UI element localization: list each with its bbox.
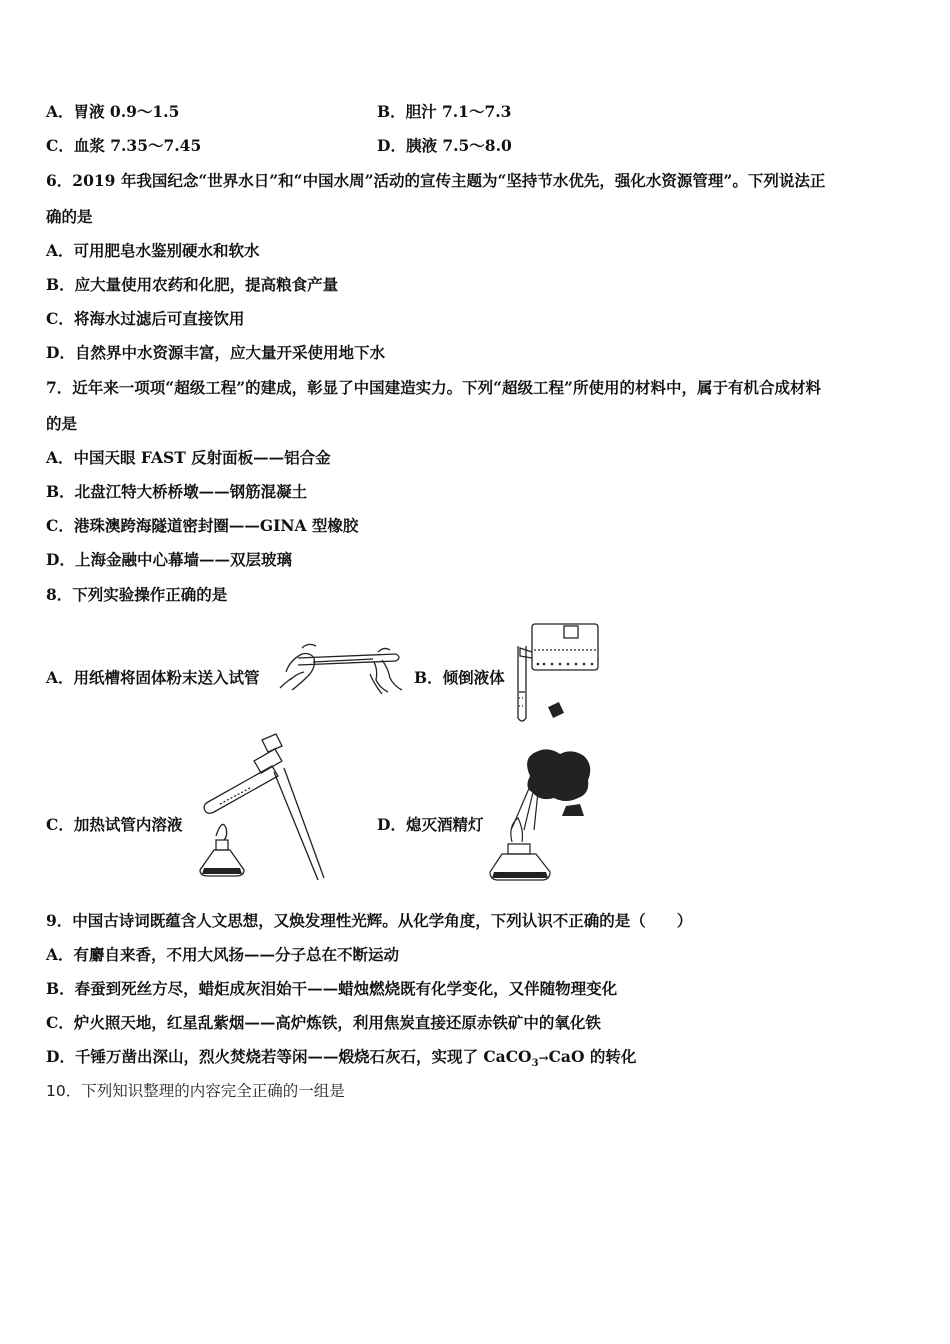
figure-pour-liquid-icon [512, 622, 604, 726]
q7-option-d: D．上海金融中心幕墙——双层玻璃 [46, 550, 292, 569]
q8-option-b: B．倾倒液体 [414, 668, 505, 687]
q6-option-b: B．应大量使用农药和化肥，提高粮食产量 [46, 275, 339, 294]
q9-option-d [46, 1047, 636, 1074]
q6-stem-line2: 确的是 [46, 207, 93, 226]
q9-option-d-suffix: CaO 的转化 [548, 1047, 637, 1066]
q9-option-a: A．有麝自来香，不用大风扬——分子总在不断运动 [46, 945, 400, 964]
q7-stem-line2: 的是 [46, 414, 78, 433]
figure-paper-trough-icon [278, 632, 408, 704]
q7-option-a: A．中国天眼 FAST 反射面板——铝合金 [46, 448, 331, 467]
q7-option-c: C．港珠澳跨海隧道密封圈——GINA 型橡胶 [46, 516, 359, 535]
q9-option-d-subscript: 3 [531, 1058, 539, 1070]
q8-option-a: A．用纸槽将固体粉末送入试管 [46, 668, 260, 687]
q8-option-c: C．加热试管内溶液 [46, 815, 183, 834]
q7-stem-line1: 7．近年来一项项“超级工程”的建成，彰显了中国建造实力。下列“超级工程”所使用的材料中，属于有机合成材料 [46, 378, 821, 397]
q5-option-c: C．血浆 7.35～7.45 [46, 136, 202, 155]
q9-option-c: C．炉火照天地，红星乱紫烟——高炉炼铁，利用焦炭直接还原赤铁矿中的氧化铁 [46, 1013, 601, 1032]
q6-stem-line1: 6．2019 年我国纪念“世界水日”和“中国水周”活动的宣传主题为“坚持节水优先，强化水资源管理”。下列说法正 [46, 171, 826, 190]
q8-option-d: D．熄灭酒精灯 [377, 815, 484, 834]
q6-option-a: A．可用肥皂水鉴别硬水和软水 [46, 241, 260, 260]
q9-option-d-arrow: → [538, 1051, 549, 1065]
q5-option-b: B．胆汁 7.1～7.3 [377, 102, 512, 121]
q9-option-b: B．春蚕到死丝方尽，蜡炬成灰泪始干——蜡烛燃烧既有化学变化，又伴随物理变化 [46, 979, 618, 998]
q5-option-a: A．胃液 0.9～1.5 [46, 102, 180, 121]
q8-stem: 8．下列实验操作正确的是 [46, 585, 228, 604]
q9-stem: 9．中国古诗词既蕴含人文思想，又焕发理性光辉。从化学角度，下列认识不正确的是（ ） [46, 911, 693, 930]
q9-option-d-prefix: D．千锤万凿出深山，烈火焚烧若等闲——煅烧石灰石，实现了 CaCO [46, 1047, 532, 1066]
figure-blow-out-lamp-icon [490, 746, 595, 888]
q10-stem: 10．下列知识整理的内容完全正确的一组是 [46, 1082, 345, 1100]
figure-heating-tube-icon [190, 732, 330, 882]
q6-option-d: D．自然界中水资源丰富，应大量开采使用地下水 [46, 343, 385, 362]
q5-option-d: D．胰液 7.5～8.0 [377, 136, 512, 155]
q7-option-b: B．北盘江特大桥桥墩——钢筋混凝土 [46, 482, 308, 501]
q6-option-c: C．将海水过滤后可直接饮用 [46, 309, 245, 328]
